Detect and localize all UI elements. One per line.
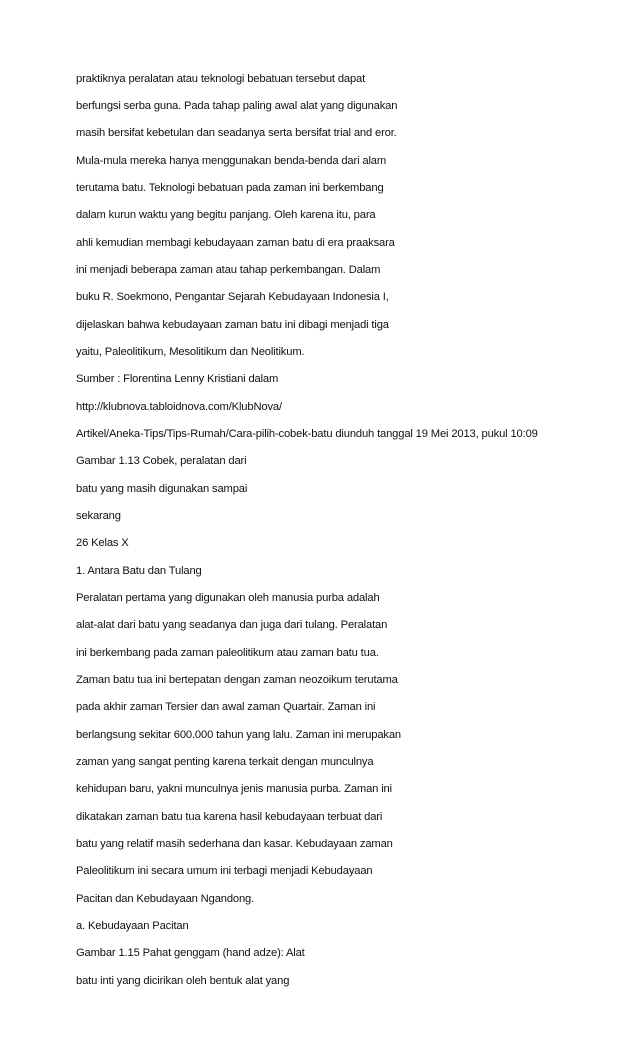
text-line: Paleolitikum ini secara umum ini terbagi menjadi Kebudayaan [76, 865, 373, 877]
text-line: dalam kurun waktu yang begitu panjang. Oleh karena itu, para [76, 209, 376, 221]
text-line: kehidupan baru, yakni munculnya jenis manusia purba. Zaman ini [76, 783, 392, 795]
text-line: Peralatan pertama yang digunakan oleh manusia purba adalah [76, 592, 380, 604]
subsection-heading: a. Kebudayaan Pacitan [76, 920, 189, 932]
source-credit: Sumber : Florentina Lenny Kristiani dalam [76, 373, 279, 385]
text-line: yaitu, Paleolitikum, Mesolitikum dan Neolitikum. [76, 346, 305, 358]
text-line: zaman yang sangat penting karena terkait dengan munculnya [76, 756, 374, 768]
text-line: pada akhir zaman Tersier dan awal zaman Quartair. Zaman ini [76, 701, 376, 713]
figure-caption: Gambar 1.13 Cobek, peralatan dari [76, 455, 247, 467]
text-line: buku R. Soekmono, Pengantar Sejarah Kebudayaan Indonesia I, [76, 291, 389, 303]
text-line: Mula-mula mereka hanya menggunakan benda-benda dari alam [76, 155, 387, 167]
page-footer: 26 Kelas X [76, 537, 129, 549]
figure-caption: batu inti yang dicirikan oleh bentuk alat yang [76, 975, 290, 987]
text-line: ini berkembang pada zaman paleolitikum atau zaman batu tua. [76, 647, 379, 659]
text-line: Zaman batu tua ini bertepatan dengan zaman neozoikum terutama [76, 674, 398, 686]
text-line: batu yang relatif masih sederhana dan kasar. Kebudayaan zaman [76, 838, 393, 850]
text-line: Pacitan dan Kebudayaan Ngandong. [76, 893, 255, 905]
text-line: dikatakan zaman batu tua karena hasil kebudayaan terbuat dari [76, 811, 383, 823]
text-line: berlangsung sekitar 600.000 tahun yang lalu. Zaman ini merupakan [76, 729, 401, 741]
text-line: praktiknya peralatan atau teknologi bebatuan tersebut dapat [76, 73, 366, 85]
text-line: dijelaskan bahwa kebudayaan zaman batu ini dibagi menjadi tiga [76, 319, 389, 331]
figure-caption: Gambar 1.15 Pahat genggam (hand adze): Alat [76, 947, 305, 959]
figure-caption: sekarang [76, 510, 121, 522]
text-line: ahli kemudian membagi kebudayaan zaman batu di era praaksara [76, 237, 395, 249]
source-url-line: http://klubnova.tabloidnova.com/KlubNova/ [76, 401, 282, 413]
section-heading: 1. Antara Batu dan Tulang [76, 565, 202, 577]
text-line: ini menjadi beberapa zaman atau tahap perkembangan. Dalam [76, 264, 381, 276]
text-line: berfungsi serba guna. Pada tahap paling awal alat yang digunakan [76, 100, 398, 112]
text-line: terutama batu. Teknologi bebatuan pada zaman ini berkembang [76, 182, 384, 194]
text-line: alat-alat dari batu yang seadanya dan juga dari tulang. Peralatan [76, 619, 388, 631]
source-url-line: Artikel/Aneka-Tips/Tips-Rumah/Cara-pilih-cobek-batu diunduh tanggal 19 Mei 2013, pukul 10:09 [76, 428, 538, 440]
figure-caption: batu yang masih digunakan sampai [76, 483, 248, 495]
text-line: masih bersifat kebetulan dan seadanya serta bersifat trial and eror. [76, 127, 397, 139]
